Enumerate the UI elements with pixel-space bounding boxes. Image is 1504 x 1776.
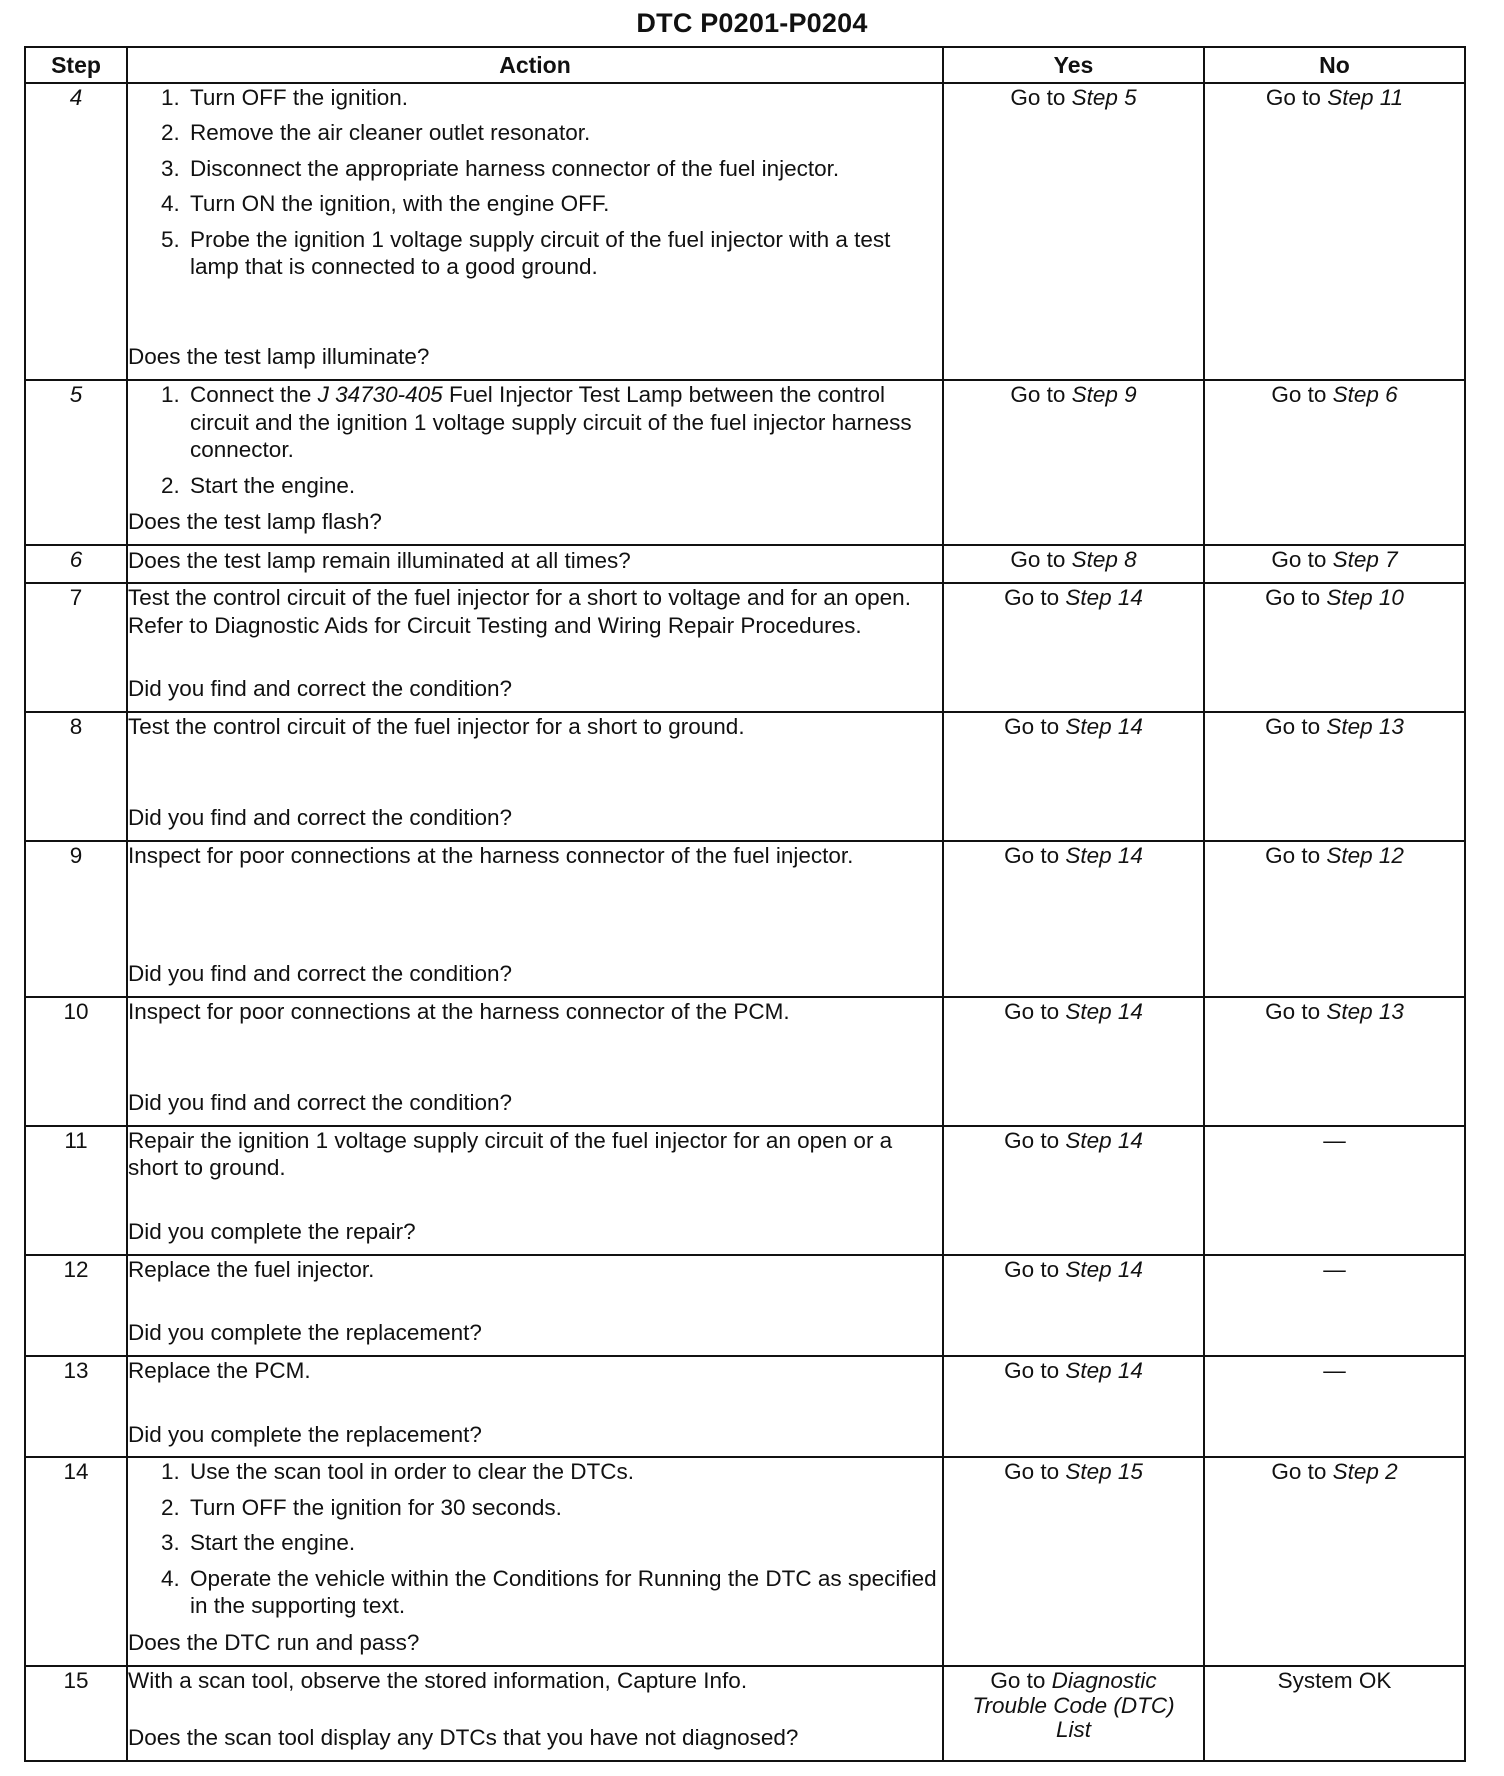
goto-prefix: Go to [1010,85,1072,110]
column-header-step: Step [25,47,127,83]
goto-prefix: Go to [1265,999,1327,1025]
table-row [25,1255,1465,1356]
action-step: 4. Operate the vehicle within the Conditions for Running the DTC as specified in the supporting text. [186,1565,942,1620]
goto-prefix: Go to [1004,1256,1066,1282]
yes-result [943,1126,1204,1255]
action-step: 2. Turn OFF the ignition for 30 seconds. [186,1494,942,1521]
table-row [25,545,1465,583]
step-link[interactable]: Step 12 [1326,842,1404,868]
action-question: Did you find and correct the condition? [128,1089,512,1115]
table-row [25,841,1465,998]
no-result [1204,1356,1465,1457]
step-link[interactable]: Step 14 [1065,1256,1143,1282]
goto-prefix: Go to [1004,999,1066,1025]
no-result [1204,1255,1465,1356]
step-link[interactable]: Step 14 [1065,585,1143,611]
action-cell [127,1126,943,1255]
action-step: 3. Disconnect the appropriate harness connector of the fuel injector. [186,155,942,182]
no-result [1204,583,1465,712]
action-text: Replace the fuel injector. [128,1256,375,1282]
goto-prefix: Go to [1265,713,1327,739]
action-step: 1. Turn OFF the ignition. [186,84,942,111]
step-link[interactable]: Step 8 [1071,547,1137,573]
step-link[interactable]: Step 14 [1065,842,1143,868]
table-row [25,1126,1465,1255]
action-cell [127,583,943,712]
tool-reference: J 34730-405 [317,382,443,408]
action-question: Did you find and correct the condition? [128,804,512,830]
step-link[interactable]: Step 5 [1071,85,1137,110]
action-question: Did you complete the replacement? [128,1421,482,1447]
action-question: Did you find and correct the condition? [128,675,512,701]
no-result [1204,380,1465,545]
no-result [1204,545,1465,583]
not-applicable-dash: — [1323,1127,1346,1153]
action-question: Does the scan tool display any DTCs that you have not diagnosed? [128,1725,799,1751]
step-number: 6 [25,545,127,583]
action-cell [127,1255,943,1356]
action-question: Does the test lamp remain illuminated at all times? [128,547,631,573]
action-question: Did you find and correct the condition? [128,961,512,987]
step-link[interactable]: Step 2 [1332,1459,1398,1485]
action-steps-list [128,1458,942,1619]
action-cell [127,712,943,841]
not-applicable-dash: — [1323,1358,1346,1383]
step-link[interactable]: Step 10 [1326,585,1404,611]
action-cell [127,1457,943,1666]
goto-prefix: Go to [1010,547,1072,573]
action-steps-list [128,381,942,499]
action-cell [127,1666,943,1761]
result-text: System OK [1277,1668,1392,1694]
step-link[interactable]: Diagnostic Trouble Code (DTC) List [972,1668,1175,1743]
action-step: 2. Remove the air cleaner outlet resonator. [186,119,942,146]
goto-prefix: Go to [1271,547,1333,573]
action-text: Repair the ignition 1 voltage supply circuit of the fuel injector for an open or a short to ground. [128,1127,893,1181]
action-cell [127,1356,943,1457]
goto-prefix: Go to [1004,1358,1066,1383]
column-header-no: No [1204,47,1465,83]
table-row [25,1457,1465,1666]
yes-result [943,1255,1204,1356]
no-result [1204,997,1465,1126]
goto-prefix: Go to [1004,1127,1066,1153]
yes-result [943,83,1204,380]
step-link[interactable]: Step 13 [1326,999,1404,1025]
action-question: Did you complete the replacement? [128,1320,482,1346]
action-question: Does the DTC run and pass? [128,1630,420,1656]
yes-result [943,1666,1204,1761]
column-header-action: Action [127,47,943,83]
goto-prefix: Go to [990,1668,1052,1694]
action-question: Did you complete the repair? [128,1218,416,1244]
action-step-text: Fuel Injector Test Lamp between the control circuit and the ignition 1 voltage supply circuit of the fuel injector harness connector. [190,382,912,463]
action-question: Does the test lamp flash? [128,508,382,534]
step-link[interactable]: Step 11 [1327,85,1404,110]
goto-prefix: Go to [1004,713,1066,739]
step-number: 4 [25,83,127,380]
yes-result [943,380,1204,545]
action-step-text: Connect the [190,382,318,408]
step-link[interactable]: Step 15 [1065,1459,1143,1485]
table-row [25,712,1465,841]
yes-result [943,583,1204,712]
step-number: 12 [25,1255,127,1356]
not-applicable-dash: — [1323,1256,1346,1282]
action-question: Does the test lamp illuminate? [128,343,430,369]
step-number: 7 [25,583,127,712]
no-result [1204,712,1465,841]
goto-prefix: Go to [1265,585,1327,611]
action-cell [127,380,943,545]
diagnostic-table [24,46,1466,1762]
step-link[interactable]: Step 7 [1332,547,1398,573]
step-link[interactable]: Step 6 [1332,382,1398,408]
action-text: Inspect for poor connections at the harness connector of the PCM. [128,999,790,1025]
action-text: With a scan tool, observe the stored information, Capture Info. [128,1668,748,1694]
step-number: 14 [25,1457,127,1666]
action-step: 2. Start the engine. [186,472,942,499]
step-link[interactable]: Step 9 [1071,382,1137,408]
no-result [1204,841,1465,998]
step-link[interactable]: Step 14 [1065,1358,1143,1383]
action-text: Test the control circuit of the fuel injector for a short to ground. [128,713,745,739]
column-header-yes: Yes [943,47,1204,83]
table-row [25,997,1465,1126]
yes-result [943,1356,1204,1457]
action-step: 4. Turn ON the ignition, with the engine OFF. [186,190,942,217]
action-step [186,381,942,463]
step-link[interactable]: Step 14 [1065,999,1143,1025]
table-row [25,380,1465,545]
table-row [25,583,1465,712]
no-result [1204,1666,1465,1761]
table-row [25,1666,1465,1761]
yes-result [943,545,1204,583]
step-number: 9 [25,841,127,998]
goto-prefix: Go to [1265,842,1327,868]
action-cell [127,83,943,380]
action-cell [127,545,943,583]
action-text: Test the control circuit of the fuel injector for a short to voltage and for an open. Refer to Diagnostic Aids for Circuit Testing and Wiring Repair Procedures. [128,585,911,638]
action-step: 3. Start the engine. [186,1529,942,1556]
no-result [1204,1126,1465,1255]
goto-prefix: Go to [1004,842,1066,868]
goto-prefix: Go to [1004,1459,1066,1485]
goto-prefix: Go to [1265,85,1328,110]
yes-result [943,997,1204,1126]
goto-prefix: Go to [1271,1459,1333,1485]
step-link[interactable]: Step 13 [1326,713,1404,739]
table-header-row [25,47,1465,83]
step-number: 13 [25,1356,127,1457]
page-title: DTC P0201-P0204 [636,8,868,38]
goto-prefix: Go to [1004,585,1066,611]
table-body [25,83,1465,1761]
action-step: 5. Probe the ignition 1 voltage supply circuit of the fuel injector with a test lamp that is connected to a good ground. [186,226,942,281]
step-number: 10 [25,997,127,1126]
step-number: 8 [25,712,127,841]
yes-result [943,1457,1204,1666]
action-cell [127,997,943,1126]
table-row [25,1356,1465,1457]
goto-prefix: Go to [1271,382,1333,408]
step-link[interactable]: Step 14 [1065,1127,1143,1153]
step-number: 5 [25,380,127,545]
step-number: 11 [25,1126,127,1255]
yes-result [943,841,1204,998]
action-step: 1. Use the scan tool in order to clear the DTCs. [186,1458,942,1485]
action-text: Inspect for poor connections at the harness connector of the fuel injector. [128,842,854,868]
goto-prefix: Go to [1010,382,1072,408]
step-link[interactable]: Step 14 [1065,713,1143,739]
step-number: 15 [25,1666,127,1761]
table-row [25,83,1465,380]
action-text: Replace the PCM. [128,1358,311,1383]
no-result [1204,83,1465,380]
no-result [1204,1457,1465,1666]
action-cell [127,841,943,998]
action-steps-list [128,84,942,281]
yes-result [943,712,1204,841]
